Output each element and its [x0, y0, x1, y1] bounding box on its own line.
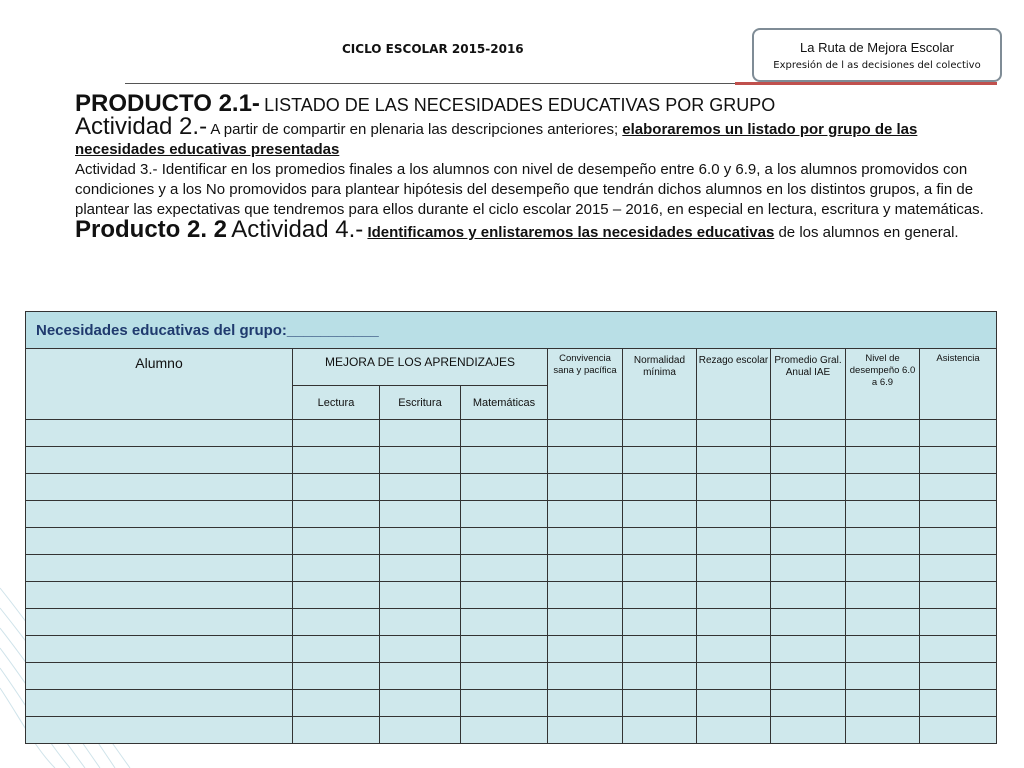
actividad-4-tail: de los alumnos en general. — [778, 224, 959, 241]
table-cell[interactable] — [697, 582, 771, 609]
table-cell[interactable] — [293, 528, 380, 555]
table-cell[interactable] — [293, 582, 380, 609]
col-asistencia: Asistencia — [920, 349, 997, 420]
table-cell[interactable] — [26, 420, 293, 447]
table-cell[interactable] — [293, 636, 380, 663]
ruta-subtitle: Expresión de l as decisiones del colectivo — [773, 60, 981, 71]
table-cell[interactable] — [771, 717, 846, 744]
table-cell[interactable] — [461, 609, 548, 636]
table-cell[interactable] — [623, 474, 697, 501]
school-cycle-label: CICLO ESCOLAR 2015-2016 — [342, 42, 524, 56]
producto-22-label: Producto 2. 2 — [75, 216, 228, 243]
table-cell[interactable] — [623, 582, 697, 609]
table-cell[interactable] — [920, 609, 997, 636]
table-cell[interactable] — [771, 690, 846, 717]
table-cell[interactable] — [461, 582, 548, 609]
col-promedio: Promedio Gral. Anual IAE — [771, 349, 846, 420]
table-cell[interactable] — [920, 555, 997, 582]
table-cell[interactable] — [26, 690, 293, 717]
table-cell[interactable] — [920, 717, 997, 744]
table-cell[interactable] — [697, 717, 771, 744]
table-cell[interactable] — [920, 582, 997, 609]
table-cell[interactable] — [548, 663, 623, 690]
table-cell[interactable] — [461, 474, 548, 501]
table-cell[interactable] — [293, 609, 380, 636]
producto-21-label: PRODUCTO 2.1- — [75, 90, 260, 117]
table-cell[interactable] — [461, 555, 548, 582]
table-cell[interactable] — [846, 501, 920, 528]
table-cell[interactable] — [920, 690, 997, 717]
table-cell[interactable] — [623, 528, 697, 555]
table-cell[interactable] — [380, 555, 461, 582]
table-row — [26, 420, 997, 447]
table-cell[interactable] — [548, 528, 623, 555]
table-cell[interactable] — [920, 501, 997, 528]
table-cell[interactable] — [380, 609, 461, 636]
table-cell[interactable] — [771, 609, 846, 636]
table-cell[interactable] — [920, 474, 997, 501]
table-cell[interactable] — [846, 690, 920, 717]
table-cell[interactable] — [293, 420, 380, 447]
instructions-text — [75, 90, 995, 243]
table-cell[interactable] — [623, 447, 697, 474]
header-divider-accent — [735, 82, 997, 85]
table-cell[interactable] — [697, 420, 771, 447]
table-cell[interactable] — [697, 447, 771, 474]
table-cell[interactable] — [548, 717, 623, 744]
table-cell[interactable] — [846, 528, 920, 555]
table-cell[interactable] — [623, 663, 697, 690]
table-cell[interactable] — [293, 474, 380, 501]
table-cell[interactable] — [461, 636, 548, 663]
table-cell[interactable] — [771, 447, 846, 474]
col-rezago: Rezago escolar — [697, 349, 771, 420]
table-cell[interactable] — [846, 555, 920, 582]
col-alumno: Alumno — [26, 349, 293, 420]
table-cell[interactable] — [846, 717, 920, 744]
table-cell[interactable] — [548, 420, 623, 447]
actividad-2-text: A partir de compartir en plenaria las descripciones anteriores; — [210, 121, 619, 138]
table-cell[interactable] — [548, 474, 623, 501]
table-cell[interactable] — [697, 636, 771, 663]
needs-table — [25, 311, 997, 744]
col-normalidad: Normalidad mínima — [623, 349, 697, 420]
table-cell[interactable] — [26, 447, 293, 474]
table-row — [26, 528, 997, 555]
table-row — [26, 690, 997, 717]
col-escritura: Escritura — [380, 386, 461, 420]
table-cell[interactable] — [846, 636, 920, 663]
table-cell[interactable] — [293, 447, 380, 474]
table-row — [26, 609, 997, 636]
table-cell[interactable] — [771, 555, 846, 582]
table-row — [26, 636, 997, 663]
table-cell[interactable] — [697, 474, 771, 501]
table-title: Necesidades educativas del grupo:___________ — [26, 312, 997, 349]
table-cell[interactable] — [26, 474, 293, 501]
table-cell[interactable] — [26, 636, 293, 663]
table-cell[interactable] — [623, 501, 697, 528]
table-row — [26, 447, 997, 474]
table-cell[interactable] — [846, 663, 920, 690]
table-cell[interactable] — [26, 609, 293, 636]
table-cell[interactable] — [380, 474, 461, 501]
table-cell[interactable] — [548, 447, 623, 474]
table-cell[interactable] — [846, 582, 920, 609]
table-cell[interactable] — [461, 663, 548, 690]
table-cell[interactable] — [380, 663, 461, 690]
table-cell[interactable] — [380, 528, 461, 555]
table-cell[interactable] — [461, 447, 548, 474]
table-cell[interactable] — [461, 501, 548, 528]
table-cell[interactable] — [380, 690, 461, 717]
table-cell[interactable] — [548, 636, 623, 663]
col-nivel-desempeno: Nivel de desempeño 6.0 a 6.9 — [846, 349, 920, 420]
table-cell[interactable] — [26, 582, 293, 609]
table-cell[interactable] — [623, 717, 697, 744]
table-cell[interactable] — [846, 474, 920, 501]
table-cell[interactable] — [26, 663, 293, 690]
table-row — [26, 501, 997, 528]
table-cell[interactable] — [380, 636, 461, 663]
table-cell[interactable] — [293, 690, 380, 717]
table-cell[interactable] — [920, 663, 997, 690]
col-convivencia: Convivencia sana y pacífica — [548, 349, 623, 420]
table-cell[interactable] — [548, 690, 623, 717]
table-cell[interactable] — [380, 582, 461, 609]
table-row — [26, 555, 997, 582]
table-cell[interactable] — [697, 555, 771, 582]
table-cell[interactable] — [623, 609, 697, 636]
table-cell[interactable] — [623, 636, 697, 663]
actividad-4-underlined: Identificamos y enlistaremos las necesidades educativas — [367, 224, 775, 241]
table-cell[interactable] — [293, 663, 380, 690]
producto-21-title: LISTADO DE LAS NECESIDADES EDUCATIVAS POR GRUPO — [264, 95, 776, 115]
table-cell[interactable] — [548, 555, 623, 582]
table-cell[interactable] — [697, 690, 771, 717]
table-row — [26, 717, 997, 744]
col-lectura: Lectura — [293, 386, 380, 420]
table-cell[interactable] — [920, 420, 997, 447]
actividad-2-label: Actividad 2.- — [75, 113, 208, 140]
table-cell[interactable] — [771, 474, 846, 501]
table-cell[interactable] — [697, 609, 771, 636]
table-cell[interactable] — [623, 420, 697, 447]
table-cell[interactable] — [623, 555, 697, 582]
actividad-3-text: Actividad 3.- Identificar en los promedios finales a los alumnos con nivel de desempeño entre 6.0 y 6.9, a los alumnos promovidos con condiciones y a los No promovidos para plantear hipótesis del desempeño que tendrán dichos alumnos en los distintos grupos, a fin de plantear las expectativas que tendremos para ellos durante el ciclo escolar 2015 – 2016, en especial en lectura, escritura y matemáticas. — [75, 161, 984, 218]
table-cell[interactable] — [920, 636, 997, 663]
table-cell[interactable] — [920, 447, 997, 474]
table-cell[interactable] — [697, 663, 771, 690]
table-cell[interactable] — [846, 609, 920, 636]
table-cell[interactable] — [623, 690, 697, 717]
ruta-title: La Ruta de Mejora Escolar — [800, 40, 954, 55]
table-cell[interactable] — [920, 528, 997, 555]
table-row — [26, 582, 997, 609]
table-cell[interactable] — [461, 717, 548, 744]
table-cell[interactable] — [771, 501, 846, 528]
col-matematicas: Matemáticas — [461, 386, 548, 420]
table-cell[interactable] — [380, 420, 461, 447]
table-row — [26, 474, 997, 501]
table-cell[interactable] — [380, 717, 461, 744]
table-cell[interactable] — [771, 420, 846, 447]
table-cell[interactable] — [293, 717, 380, 744]
table-cell[interactable] — [26, 528, 293, 555]
table-cell[interactable] — [293, 555, 380, 582]
table-cell[interactable] — [461, 528, 548, 555]
table-cell[interactable] — [26, 555, 293, 582]
table-cell[interactable] — [846, 420, 920, 447]
table-cell[interactable] — [548, 582, 623, 609]
table-cell[interactable] — [293, 501, 380, 528]
table-cell[interactable] — [461, 690, 548, 717]
table-cell[interactable] — [771, 636, 846, 663]
table-cell[interactable] — [380, 447, 461, 474]
table-row — [26, 663, 997, 690]
table-cell[interactable] — [26, 717, 293, 744]
table-cell[interactable] — [771, 528, 846, 555]
actividad-2-underlined: elaboraremos un listado por grupo de las necesidades educativas presentadas — [75, 121, 918, 158]
table-cell[interactable] — [26, 501, 293, 528]
table-cell[interactable] — [771, 582, 846, 609]
table-body — [26, 420, 997, 744]
table-cell[interactable] — [548, 609, 623, 636]
col-mejora-aprendizajes: MEJORA DE LOS APRENDIZAJES — [293, 349, 548, 386]
table-cell[interactable] — [697, 501, 771, 528]
table-cell[interactable] — [548, 501, 623, 528]
table-cell[interactable] — [697, 528, 771, 555]
actividad-4-label: Actividad 4.- — [231, 216, 364, 243]
table-cell[interactable] — [461, 420, 548, 447]
table-cell[interactable] — [380, 501, 461, 528]
table-cell[interactable] — [771, 663, 846, 690]
ruta-mejora-box — [752, 28, 1002, 82]
table-cell[interactable] — [846, 447, 920, 474]
